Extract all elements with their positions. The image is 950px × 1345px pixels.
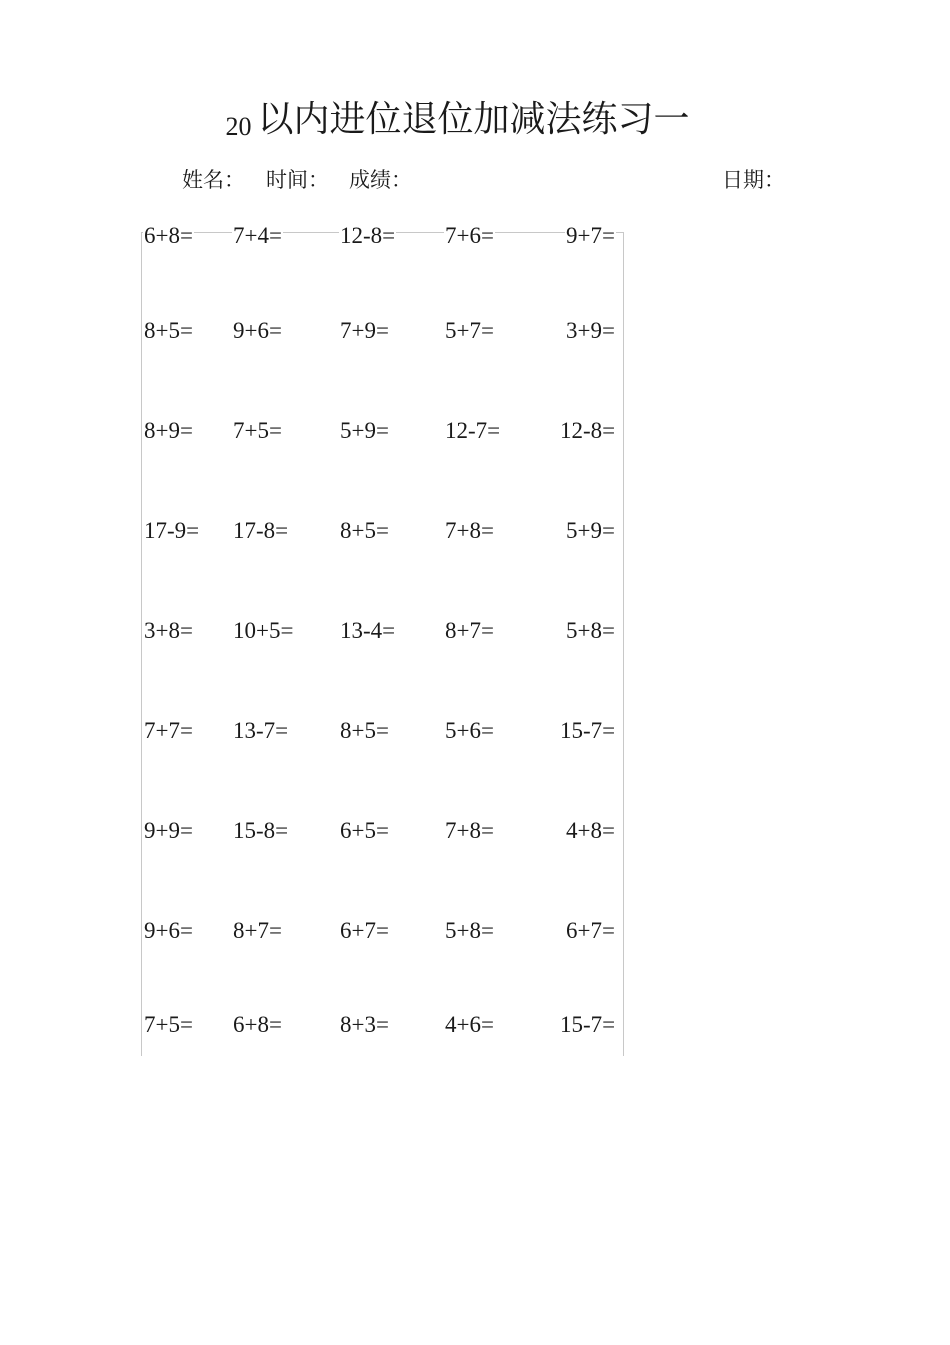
problem-r2-c2: 9+6= [233, 318, 282, 343]
time-label: 时间： [266, 168, 329, 192]
problem-r2-c4: 5+7= [445, 318, 494, 343]
problem-r6-c4: 5+6= [445, 718, 494, 743]
problem-r6-c2: 13-7= [233, 718, 289, 743]
problem-r7-c5: 4+8= [566, 818, 615, 843]
title-text: 以内进位退位加减法练习一 [257, 99, 690, 140]
score-label: 成绩： [349, 168, 412, 192]
problem-r4-c3: 8+5= [340, 518, 389, 543]
problem-r2-c1: 8+5= [144, 318, 193, 343]
date-label: 日期： [722, 168, 785, 192]
problem-r5-c4: 8+7= [445, 618, 494, 643]
problem-r4-c5: 5+9= [566, 518, 615, 543]
problem-r5-c5: 5+8= [566, 618, 615, 643]
problem-r1-c3: 12-8= [340, 223, 396, 248]
problem-r9-c4: 4+6= [445, 1012, 494, 1037]
title-number: 20 [225, 112, 252, 141]
problem-r1-c4: 7+6= [445, 223, 494, 248]
worksheet-title [0, 96, 915, 151]
problem-r8-c1: 9+6= [144, 918, 193, 943]
problem-r6-c1: 7+7= [144, 718, 193, 743]
problem-r7-c2: 15-8= [233, 818, 289, 843]
problem-r5-c2: 10+5= [233, 618, 294, 643]
problem-r5-c1: 3+8= [144, 618, 193, 643]
problem-r2-c3: 7+9= [340, 318, 389, 343]
problem-r2-c5: 3+9= [566, 318, 615, 343]
problem-r3-c1: 8+9= [144, 418, 193, 443]
problem-r8-c3: 6+7= [340, 918, 389, 943]
problem-r8-c2: 8+7= [233, 918, 282, 943]
problem-r3-c4: 12-7= [445, 418, 501, 443]
problem-r4-c2: 17-8= [233, 518, 289, 543]
problem-r8-c5: 6+7= [566, 918, 615, 943]
problem-r6-c3: 8+5= [340, 718, 389, 743]
problem-r5-c3: 13-4= [340, 618, 396, 643]
problem-r3-c5: 12-8= [560, 418, 616, 443]
problem-r3-c2: 7+5= [233, 418, 282, 443]
problem-r1-c1: 6+8= [144, 223, 193, 248]
name-label: 姓名： [182, 168, 245, 192]
problem-r4-c4: 7+8= [445, 518, 494, 543]
problem-r4-c1: 17-9= [144, 518, 200, 543]
problem-r8-c4: 5+8= [445, 918, 494, 943]
problem-r9-c5: 15-7= [560, 1012, 616, 1037]
problem-r7-c3: 6+5= [340, 818, 389, 843]
problem-r6-c5: 15-7= [560, 718, 616, 743]
problem-r7-c4: 7+8= [445, 818, 494, 843]
problem-r1-c5: 9+7= [566, 223, 615, 248]
problem-r9-c1: 7+5= [144, 1012, 193, 1037]
problem-r7-c1: 9+9= [144, 818, 193, 843]
problem-r9-c2: 6+8= [233, 1012, 282, 1037]
problem-r3-c3: 5+9= [340, 418, 389, 443]
problem-r9-c3: 8+3= [340, 1012, 389, 1037]
problem-r1-c2: 7+4= [233, 223, 282, 248]
